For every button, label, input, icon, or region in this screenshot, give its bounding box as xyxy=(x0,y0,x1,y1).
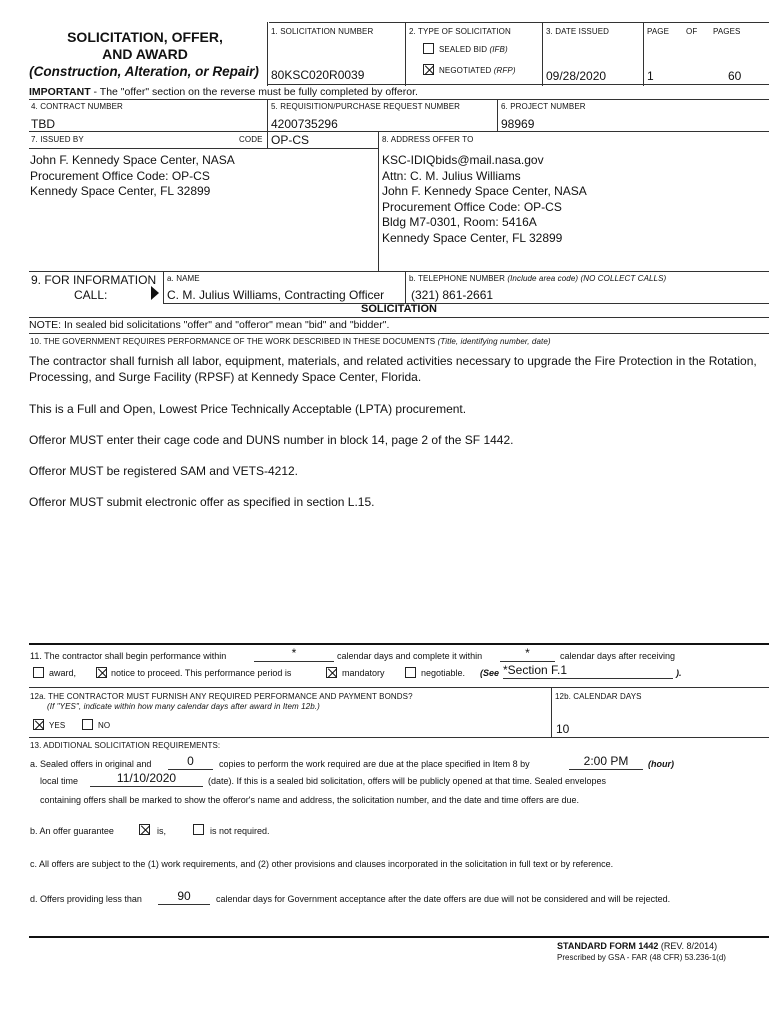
form-number: STANDARD FORM 1442 (REV. 8/2014) xyxy=(557,941,718,951)
address-line: Attn: C. M. Julius Williams xyxy=(382,168,521,183)
due-date-field[interactable]: 11/10/2020 xyxy=(90,772,203,787)
guarantee-is-checkbox[interactable] xyxy=(139,824,150,835)
hour-label: (hour) xyxy=(648,759,674,769)
project-number-label: 6. PROJECT NUMBER xyxy=(501,102,586,111)
of-label: OF xyxy=(686,27,698,36)
address-line: Procurement Office Code: OP-CS xyxy=(30,168,210,183)
form-title-line2: AND AWARD xyxy=(102,46,188,62)
requisition-number-label: 5. REQUISITION/PURCHASE REQUEST NUMBER xyxy=(271,102,461,111)
work-description-para-3: Offeror MUST enter their cage code and DUNS number in block 14, page 2 of the SF 1442. xyxy=(29,433,514,447)
date-issued-field[interactable]: 09/28/2020 xyxy=(546,69,607,83)
pointer-arrow-icon xyxy=(151,286,159,300)
see-section-field[interactable]: *Section F.1 xyxy=(503,664,673,679)
address-line: Kennedy Space Center, FL 32899 xyxy=(382,230,563,245)
additional-requirements-heading: 13. ADDITIONAL SOLICITATION REQUIREMENTS: xyxy=(30,741,221,750)
date-issued-label: 3. DATE ISSUED xyxy=(546,27,610,36)
item13a-text3: local time xyxy=(40,776,79,786)
begin-days-field[interactable]: * xyxy=(254,647,334,662)
item13a-text1: a. Sealed offers in original and xyxy=(30,759,152,769)
notice-to-proceed-checkbox[interactable] xyxy=(96,667,107,678)
item13d-text1: d. Offers providing less than xyxy=(30,894,142,904)
requisition-number-field[interactable]: 4200735296 xyxy=(271,117,338,131)
negotiable-checkbox[interactable] xyxy=(405,667,416,678)
guarantee-not-required-label: is not required. xyxy=(210,826,270,836)
bonds-note: (If "YES", indicate within how many calendar days after award in Item 12b.) xyxy=(47,702,320,711)
contract-number-field[interactable]: TBD xyxy=(31,117,55,131)
page-label: PAGE xyxy=(647,27,670,36)
sealed-bid-checkbox[interactable] xyxy=(423,43,434,54)
item13c-text: c. All offers are subject to the (1) work requirements, and (2) other provisions and clauses incorporated in the solicitation in full text or by reference. xyxy=(30,859,614,869)
solicitation-heading: SOLICITATION xyxy=(361,303,437,315)
address-line: KSC-IDIQbids@mail.nasa.gov xyxy=(382,153,544,167)
sealed-bid-label: SEALED BID (IFB) xyxy=(439,45,508,54)
page-number-field[interactable]: 1 xyxy=(647,69,654,83)
prescribed-by: Prescribed by GSA - FAR (48 CFR) 53.236-1(d) xyxy=(557,953,726,962)
calendar-days-label: 12b. CALENDAR DAYS xyxy=(555,692,642,701)
address-line: John F. Kennedy Space Center, NASA xyxy=(382,184,587,198)
item13a-text2: copies to perform the work required are due at the place specified in Item 8 by xyxy=(219,759,530,769)
negotiable-label: negotiable. xyxy=(421,668,466,678)
close-paren-label: ). xyxy=(676,668,682,678)
bonds-yes-checkbox[interactable] xyxy=(33,719,44,730)
pages-label: PAGES xyxy=(713,27,741,36)
issued-by-address xyxy=(30,153,235,200)
mandatory-checkbox[interactable] xyxy=(326,667,337,678)
bonds-label: 12a. THE CONTRACTOR MUST FURNISH ANY REQUIRED PERFORMANCE AND PAYMENT BONDS? xyxy=(30,692,413,701)
issued-by-code-field[interactable]: OP-CS xyxy=(271,133,310,147)
mandatory-label: mandatory xyxy=(342,668,385,678)
work-description-label: 10. THE GOVERNMENT REQUIRES PERFORMANCE OF THE WORK DESCRIBED IN THESE DOCUMENTS (Title, identifying number, date) xyxy=(30,337,551,346)
telephone-field[interactable]: (321) 861-2661 xyxy=(411,288,494,302)
bonds-no-checkbox[interactable] xyxy=(82,719,93,730)
item11-text2: calendar days and complete it within xyxy=(337,651,483,661)
sealed-bid-note: NOTE: In sealed bid solicitations "offer" and "offeror" mean "bid" and "bidder". xyxy=(29,319,390,331)
due-time-field[interactable]: 2:00 PM xyxy=(569,755,643,770)
contact-name-field[interactable]: C. M. Julius Williams, Contracting Officer xyxy=(167,288,385,302)
guarantee-is-label: is, xyxy=(157,826,166,836)
negotiated-checkbox[interactable] xyxy=(423,64,434,75)
copies-field[interactable]: 0 xyxy=(168,755,213,770)
item13b-text: b. An offer guarantee xyxy=(30,826,114,836)
form-title xyxy=(20,29,270,80)
item13a-text5: containing offers shall be marked to show the offeror's name and address, the solicitation number, and the date and time offers are due. xyxy=(40,795,580,805)
bonds-no-label: NO xyxy=(98,721,111,730)
calendar-days-field[interactable]: 10 xyxy=(556,722,570,736)
work-description-para-5: Offeror MUST submit electronic offer as specified in section L.15. xyxy=(29,495,375,509)
item13d-text2: calendar days for Government acceptance after the date offers are due will not be considered and will be rejected. xyxy=(216,894,671,904)
important-notice: IMPORTANT - The "offer" section on the reverse must be fully completed by offeror. xyxy=(29,86,418,98)
work-description-para-2: This is a Full and Open, Lowest Price Technically Acceptable (LPTA) procurement. xyxy=(29,402,467,416)
see-label: (See xyxy=(480,668,500,678)
negotiated-label: NEGOTIATED (RFP) xyxy=(439,66,516,75)
award-checkbox[interactable] xyxy=(33,667,44,678)
telephone-label: b. TELEPHONE NUMBER (Include area code) (NO COLLECT CALLS) xyxy=(409,274,667,283)
total-pages-field[interactable]: 60 xyxy=(728,69,742,83)
code-label: CODE xyxy=(239,135,263,144)
solicitation-number-label: 1. SOLICITATION NUMBER xyxy=(271,27,374,36)
address-line: Bldg M7-0301, Room: 5416A xyxy=(382,215,537,229)
address-line: Kennedy Space Center, FL 32899 xyxy=(30,184,211,198)
work-description-para-1: The contractor shall furnish all labor, equipment, materials, and related activities necessary to upgrade the Fire Protection in the Rotation, Processing, and Surge Facility (RPSF) at Kennedy Space Center, Florida. xyxy=(29,354,757,384)
issued-by-label: 7. ISSUED BY xyxy=(31,135,84,144)
solicitation-type-label: 2. TYPE OF SOLICITATION xyxy=(409,27,511,36)
award-label: award, xyxy=(49,668,77,678)
address-line: Procurement Office Code: OP-CS xyxy=(382,199,562,214)
address-line: John F. Kennedy Space Center, NASA xyxy=(30,153,235,167)
for-information-label: 9. FOR INFORMATION CALL: xyxy=(31,273,157,302)
offer-address xyxy=(382,153,587,246)
contact-name-label: a. NAME xyxy=(167,274,200,283)
bonds-yes-label: YES xyxy=(49,721,66,730)
solicitation-number-field[interactable]: 80KSC020R0039 xyxy=(271,68,365,82)
address-offer-to-label: 8. ADDRESS OFFER TO xyxy=(382,135,474,144)
form-title-line3: (Construction, Alteration, or Repair) xyxy=(29,64,259,79)
form-title-line1: SOLICITATION, OFFER, xyxy=(67,29,223,45)
contract-number-label: 4. CONTRACT NUMBER xyxy=(31,102,123,111)
item13a-text4: (date). If this is a sealed bid solicitation, offers will be publicly opened at that time. Sealed envelopes xyxy=(208,776,607,786)
work-description-para-4: Offeror MUST be registered SAM and VETS-4212. xyxy=(29,464,299,478)
guarantee-not-required-checkbox[interactable] xyxy=(193,824,204,835)
acceptance-days-field[interactable]: 90 xyxy=(158,890,210,905)
item11-text1: 11. The contractor shall begin performance within xyxy=(30,651,227,661)
notice-to-proceed-label: notice to proceed. This performance period is xyxy=(111,668,292,678)
complete-days-field[interactable]: * xyxy=(500,647,555,662)
project-number-field[interactable]: 98969 xyxy=(501,117,535,131)
item11-text3: calendar days after receiving xyxy=(560,651,676,661)
